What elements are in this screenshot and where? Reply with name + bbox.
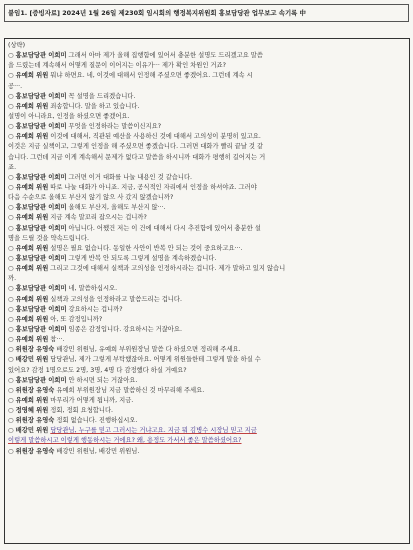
speaker-label: ○ 유예희 위원 <box>8 315 49 323</box>
speaker-label: ○ 유예희 위원 <box>8 214 49 222</box>
speaker-label: ○ 유예희 위원 <box>8 183 49 191</box>
transcript-line <box>8 416 406 426</box>
speaker-label: ○ 홍보담당관 이희미 <box>8 376 67 384</box>
utterance-text: 공···. <box>8 82 23 90</box>
utterance-text: 그렇게 반복 안 되도록 그렇게 설명을 계속하겠습니다. <box>66 254 217 262</box>
utterance-text: 마무리가 어떻게 됩니까, 지금. <box>48 396 134 404</box>
utterance-text: 임종은 감정입니다. 강요하시는 거잖아요. <box>66 325 182 333</box>
speaker-label: ○ 위원장 유영숙 <box>8 447 55 455</box>
utterance-text: 아닙니다. 어쨌건 저는 이 건에 대해서 다시 추진함에 있어서 충분한 설 <box>66 224 261 232</box>
transcript-line <box>8 284 406 294</box>
utterance-text: 뭐냐 하면요. 네, 이것에 대해서 인정해 주셨으면 좋겠어요. 그런데 계속 시 <box>48 72 253 80</box>
utterance-text: 따로 나눌 대화가 아니죠. 지금, 공식적인 자리에서 인정을 하셔야죠. 그러야 <box>48 183 257 191</box>
utterance-text: 을 드렸는데 계속해서 어떻게 질문이 이어지는 이유가··· 제가 확인 차원인 거죠? <box>8 62 226 70</box>
transcript-line <box>8 436 406 446</box>
transcript-line <box>8 193 406 203</box>
transcript-line <box>8 173 406 183</box>
transcript-line <box>8 406 406 416</box>
transcript-line <box>8 426 406 436</box>
utterance-text: 배강민 위원님, 배강민 위원님. <box>54 447 140 455</box>
utterance-text: 그래서 아마 제가 올해 집행함에 있어서 충분한 설명도 드리겠고요 말씀 <box>66 52 263 60</box>
utterance-text: 안 하시면 되는 거잖아요. <box>66 376 138 384</box>
transcript-line <box>8 396 406 406</box>
speaker-label: ○ 홍보담당관 이희미 <box>8 325 67 333</box>
utterance-text: 아, 또 감정입니까? <box>48 315 103 323</box>
utterance-text: 정회 없습니다. 진행하십시오. <box>54 417 138 425</box>
transcript-line <box>8 244 406 254</box>
transcript-body <box>8 41 406 541</box>
transcript-line <box>8 153 406 163</box>
utterance-text: 유예희 부위원장님 지금 말씀하신 것 마무리해 주세요. <box>54 386 205 394</box>
utterance-text: 그리고 그것에 대해서 실책과 고의성을 인정하시라는 겁니다. 제가 말하고 있지 않습니 <box>48 265 286 273</box>
utterance-text: 이것에 대해서, 직관된 예산을 사용하신 것에 대해서 고의성이 분명히 있고요. <box>48 133 261 141</box>
utterance-text: 무엇을 인정하라는 말씀이신지요? <box>66 123 162 131</box>
speaker-label: ○ 배강민 위원 <box>8 356 49 364</box>
transcript-line <box>8 71 406 81</box>
transcript-line <box>8 142 406 152</box>
transcript-line <box>8 213 406 223</box>
speaker-label: ○ 홍보담당관 이희미 <box>8 204 67 212</box>
transcript-line <box>8 335 406 345</box>
transcript-line <box>8 183 406 193</box>
utterance-text: 실책과 고의성을 인정하라고 말씀드리는 겁니다. <box>48 295 182 303</box>
transcript-line <box>8 274 406 284</box>
transcript-line <box>8 355 406 365</box>
transcript-line <box>8 61 406 71</box>
highlighted-text: 담당관님, 누구를 믿고 그러시는 거냐고요. 지금 뭐 김병수 시장님 믿고 지금 <box>50 427 257 435</box>
speaker-label: ○ 유예희 위원 <box>8 295 49 303</box>
transcript-line <box>8 254 406 264</box>
transcript-line <box>8 234 406 244</box>
utterance-text: 다음 수순으로 올해도 부산지 않기 않으 사 갔지 않겠습니까? <box>8 194 174 202</box>
utterance-text: 참···. <box>48 336 65 344</box>
transcript-line <box>8 163 406 173</box>
transcript-line <box>8 82 406 92</box>
transcript-line <box>8 92 406 102</box>
transcript-line <box>8 295 406 305</box>
utterance-text: 까. <box>8 275 17 283</box>
utterance-text: 명을 드릴 것을 약속드립니다. <box>8 234 89 242</box>
transcript-line <box>8 224 406 234</box>
transcript-line <box>8 305 406 315</box>
transcript-line <box>8 447 406 457</box>
speaker-label: ○ 유예희 위원 <box>8 336 49 344</box>
transcript-line <box>8 315 406 325</box>
speaker-label: ○ 유예희 위원 <box>8 133 49 141</box>
document-header: 붙임1. [증빙자료] 2024년 1월 26일 제230회 임시회의 행정복지위원회 홍보담당관 업무보고 속기록 中 <box>4 4 409 22</box>
transcript-line <box>8 203 406 213</box>
utterance-text: 죠. <box>8 163 17 171</box>
transcript-line <box>8 376 406 386</box>
utterance-text: 그러면 이거 대화를 나눌 내용인 것 같습니다. <box>66 173 193 181</box>
speaker-label: ○ 홍보담당관 이희미 <box>8 285 67 293</box>
speaker-label: ○ 홍보담당관 이희미 <box>8 92 67 100</box>
utterance-text: 배강민 위원님, 유예희 부위원장님 말씀 다 하셨으면 정리해 주세요. <box>54 346 241 354</box>
speaker-label: ○ 유예희 위원 <box>8 396 49 404</box>
speaker-label: ○ 홍보담당관 이희미 <box>8 173 67 181</box>
speaker-label: ○ 정영혜 위원 <box>8 407 49 415</box>
utterance-text: 설명이 아니라요, 인정을 하셨으면 좋겠어요. <box>8 112 130 120</box>
utterance-text: 담당관님, 제가 그렇게 부탁했잖아요. 어떻게 위원들한테 그렇게 말을 하실 수 <box>48 356 261 364</box>
speaker-label: ○ 홍보담당관 이희미 <box>8 52 67 60</box>
utterance-text: 습니다. 그런데 지금 이게 계속해서 문제가 없다고 말씀을 하시니까 대화가 평행히 길어지는 거 <box>8 153 266 161</box>
transcript-line <box>8 132 406 142</box>
utterance-text: 네, 말씀하십시오. <box>66 285 118 293</box>
transcript-line <box>8 41 406 51</box>
speaker-label: ○ 홍보담당관 이희미 <box>8 254 67 262</box>
utterance-text: 있어요? 감정 1명으로도 2명, 3명, 4명 다 감정했다 하실 거예요? <box>8 366 187 374</box>
transcript-line <box>8 325 406 335</box>
transcript-line <box>8 112 406 122</box>
transcript-line <box>8 102 406 112</box>
utterance-text: 꼭 설명을 드리겠습니다. <box>66 92 136 100</box>
speaker-label: ○ 유예희 위원 <box>8 265 49 273</box>
transcript-line <box>8 122 406 132</box>
speaker-label: ○ 배강민 위원 <box>8 427 49 435</box>
speaker-label: ○ 홍보담당관 이희미 <box>8 123 67 131</box>
speaker-label: ○ 위원장 유영숙 <box>8 346 55 354</box>
speaker-label: ○ 홍보담당관 이희미 <box>8 224 67 232</box>
speaker-label: ○ 위원장 유영숙 <box>8 386 55 394</box>
transcript-line <box>8 386 406 396</box>
speaker-label: ○ 위원장 유영숙 <box>8 417 55 425</box>
transcript-line <box>8 51 406 61</box>
transcript-line <box>8 345 406 355</box>
utterance-text: 이것은 지금 실책이고, 그렇게 인정을 해 주셨으면 좋겠습니다. 그러면 대화가 빨리 끝날 것 같 <box>8 143 264 151</box>
utterance-text: 올해도 부산지, 올해도 부산지 않···. <box>66 204 166 212</box>
transcript-line <box>8 264 406 274</box>
highlighted-text: 이렇게 말씀하시고 이렇게 행동하시는 거에요? 왜, 용정도 가서서 좋은 말씀하셨어요? <box>8 437 242 445</box>
utterance-text: 강요하시는 겁니까? <box>66 305 123 313</box>
utterance-text: 지금 계속 말꼬리 잡으시는 겁니까? <box>48 214 147 222</box>
speaker-label: ○ 홍보담당관 이희미 <box>8 305 67 313</box>
speaker-label: ○ 유예희 위원 <box>8 102 49 110</box>
speaker-label: ○ 유예희 위원 <box>8 72 49 80</box>
utterance-text: 설명은 필요 없습니다. 동일한 사안이 반복 안 되는 것이 중요하고요···. <box>48 244 243 252</box>
utterance-text: (상략) <box>8 42 26 49</box>
transcript-line <box>8 366 406 376</box>
utterance-text: 죄송합니다. 말을 하고 있습니다. <box>48 102 140 110</box>
speaker-label: ○ 유예희 위원 <box>8 244 49 252</box>
utterance-text: 정회, 정회 요청합니다. <box>48 407 114 415</box>
